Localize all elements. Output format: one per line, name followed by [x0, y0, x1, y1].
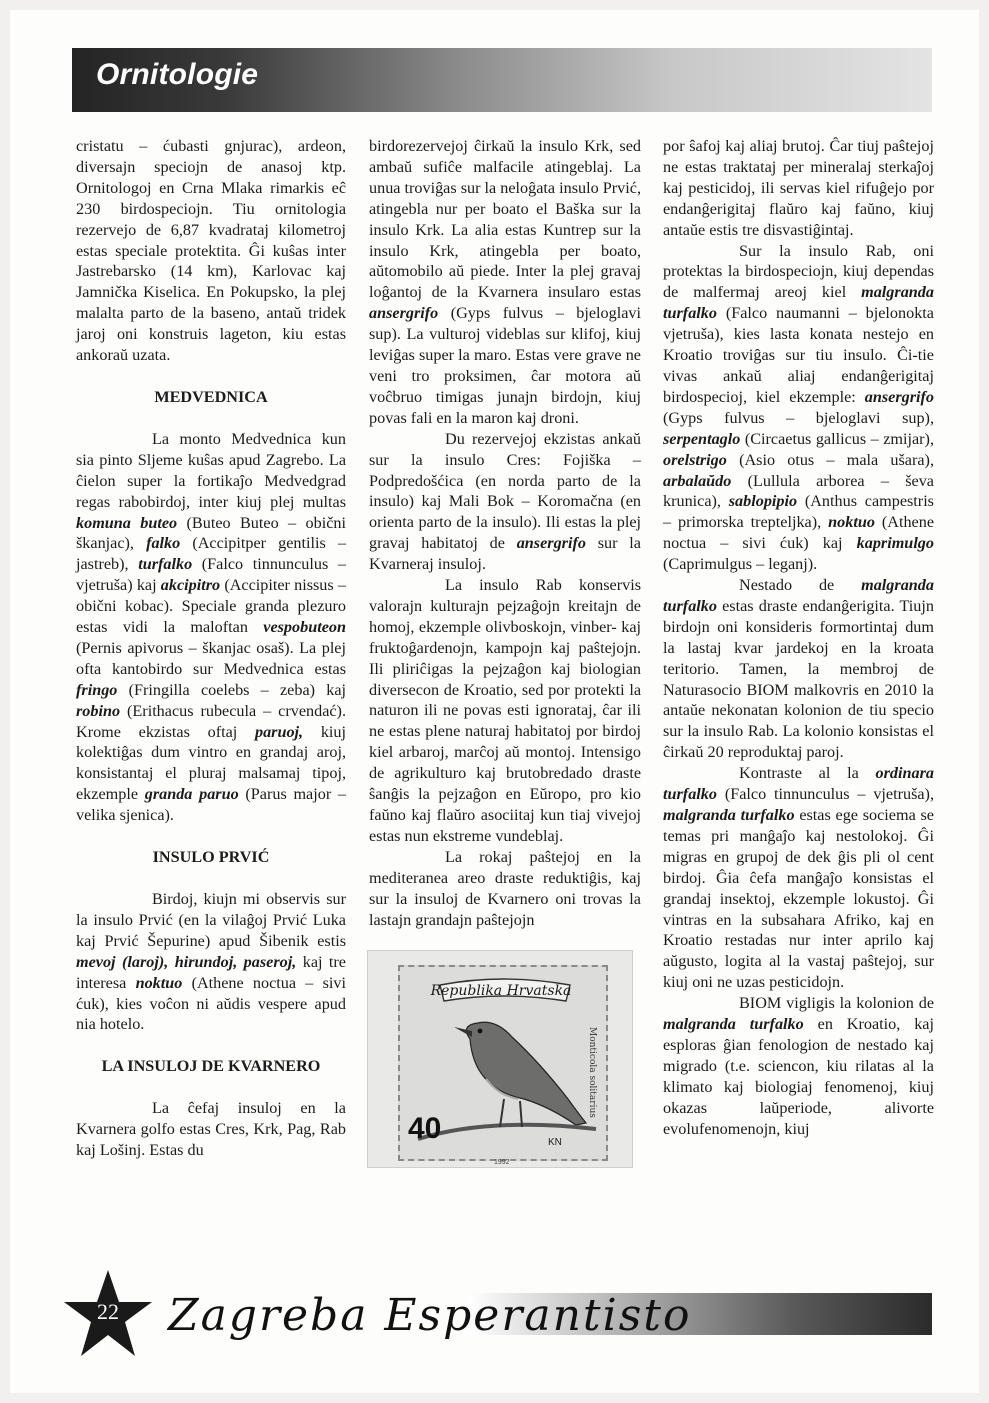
- bird-term: kaprimulgo: [856, 534, 934, 553]
- bird-term: turfalko: [138, 555, 193, 574]
- bird-term: komuna buteo: [76, 513, 178, 532]
- paragraph: birdorezervejoj ĉirkaŭ la insulo Krk, sed ambaŭ sufiĉe malfacile atingeblaj. La unua troviĝas sur la neloĝata insulo Prvić, atingebla nur per boato el Baška sur la insulo Krk. La alia estas Kuntrep sur la insulo Krk, atingebla per boato, aŭtomobilo aŭ piede. Inter la plej gravaj loĝantoj de la Kvarnera insularo estas ansergrifo (Gyps fulvus – bjeloglavi sup). La vulturoj videblas sur klifoj, kiuj leviĝas super la maro. Estas vere grave ne veni tro proksimen, ĉar motora aŭ voĉbruo timigas junajn birdojn, kiuj povas fali en la maron kaj droni.: [369, 137, 641, 427]
- paragraph: La rokaj paŝtejoj en la mediteranea areo draste reduktiĝis, kaj sur la insuloj de Kvarnero oni trovas la lastajn grandajn paŝtejojn: [369, 847, 641, 929]
- bird-term: malgranda turfalko: [663, 283, 934, 323]
- bird-term: malgranda turfalko: [663, 1015, 804, 1034]
- paragraph: Birdoj, kiujn mi observis sur la insulo Prvić (en la vilaĝoj Prvić Luka kaj Prvić Šepurine) apud Šibenik estis mevoj (laroj), hirundoj, paseroj, kaj tre interesa noktuo (Athene noctua – sivi ćuk), kies voĉon ni aŭdis vespere apud nia hotelo.: [76, 890, 346, 1034]
- paragraph: Sur la insulo Rab, oni protektas la birdospeciojn, kiuj dependas de malfermaj areoj kiel malgranda turfalko (Falco naumanni – bjelonokta vjetruša), kies lasta konata nestejo en Kroatio troviĝas sur tiu insulo. Ĉi-tie vivas ankaŭ aliaj endanĝerigitaj birdospecioj, kiel ekzemple: ansergrifo (Gyps fulvus – bjeloglavi sup), serpentaglo (Circaetus gallicus – zmijar), orelstrigo (Asio otus – mala ušara), arbalaŭdo (Lullula arborea – ševa krunica), sablopipio (Anthus campestris – primorska trepteljka), noktuo (Athene noctua – sivi ćuk) kaj kaprimulgo (Caprimulgus – leganj).: [663, 241, 934, 574]
- text-column-1: [76, 136, 346, 1161]
- svg-text:Monticola solitarius: Monticola solitarius: [587, 1027, 597, 1119]
- bird-term: ansergrifo: [516, 534, 586, 553]
- bird-term: ordinara turfalko: [663, 764, 934, 804]
- paragraph: Kontraste al la ordinara turfalko (Falco tinnunculus – vjetruša), malgranda turfalko estas ege sociema se temas pri manĝaĵo kaj nestolokoj. Ĝi migras en grupoj de dek ĝis pli ol cent birdoj. Ĝia ĉefa manĝaĵo konsistas el grandaj insektoj, ekzemple lokustoj. Ĝi vintras en la subsahara Afriko, kaj en Kroatio restadas nur inter aprilo kaj aŭgusto, logita al la vastaj paŝtejoj, sur kiuj oni ne uzas pesticidojn.: [663, 764, 934, 992]
- postage-stamp-image: [367, 950, 633, 1168]
- paragraph: Du rezervejoj ekzistas ankaŭ sur la insulo Cres: Fojiška – Podpredošćica (en norda parto de la insulo) kaj Mali Bok – Koromačna (en orienta parto de la insulo). Ili estas la plej gravaj habitatoj de ansergrifo sur la Kvarneraj insuloj.: [369, 429, 641, 574]
- bird-term: paruoj,: [254, 722, 304, 741]
- bird-term: orelstrigo: [663, 450, 727, 469]
- paragraph: cristatu – ćubasti gnjurac), ardeon, diversajn speciojn de anasoj ktp. Ornitologoj en Crna Mlaka rimarkis eĉ 230 birdospeciojn. Tiu ornitologia rezervejo de 6,87 kvadrataj kilometroj estas speciale protektita. Ĝi kuŝas inter Jastrebarsko (14 km), Karlovac kaj Jamnička Kiselica. En Pokupsko, la plej malalta parto de la baseno, antaŭ tridek jaroj oni konstruis lageton, kiu estas ankoraŭ uzata.: [76, 137, 346, 365]
- paragraph: La ĉefaj insuloj en la Kvarnera golfo estas Cres, Krk, Pag, Rab kaj Lošinj. Estas du: [76, 1099, 346, 1160]
- bird-term: malgranda turfalko: [663, 576, 934, 615]
- paragraph: BIOM vigligis la kolonion de malgranda turfalko en Kroatio, kaj esploras ĝian fenologion de nestado kaj migrado (t.e. sciencon, kiu rilatas al la klimato kaj biologiaj fenomenoj, kiuj okazas laŭperiode, alivorte evolufenomenojn, kiuj: [663, 994, 934, 1138]
- bird-term: akcipitro: [160, 576, 221, 595]
- text-column-3: [663, 136, 934, 1140]
- bird-term: ansergrifo: [369, 304, 439, 323]
- bird-term: vespobuteon: [263, 618, 346, 637]
- bird-term: sablopipio: [728, 492, 798, 511]
- section-title: Ornitologie: [96, 58, 259, 91]
- bird-term: granda paruo: [144, 785, 239, 804]
- bird-term: malgranda turfalko: [663, 806, 795, 824]
- bird-term: robino: [76, 701, 121, 720]
- heading-insulo-prvic: INSULO PRVIĆ: [152, 848, 270, 867]
- text-column-2: [369, 136, 641, 1168]
- bird-term: noktuo: [828, 513, 875, 532]
- bird-term: ansergrifo: [864, 387, 934, 406]
- paragraph: La insulo Rab konservis valorajn kulturajn pejzaĝojn kreitajn de homoj, ekzemple olivboskojn, vinber- kaj fruktoĝardenojn, kampojn kaj paŝtejojn. Ili pliriĉigas la pejzaĝon kaj biologian diversecon de Kroatio, sed por protekti la naturon ili ne povas esti ignorataj, ĉar ili ne estas plene naturaj habitatoj por birdoj kiel arbaroj, marĉoj aŭ montoj. Intensigo de agrikulturo kaj brutobredado draste ŝanĝis la pejzaĝon en Eŭropo, pro kio faŭno kaj flaŭro asociitaj kun tiaj vivejoj estas nun ekstreme vundeblaj.: [369, 576, 641, 845]
- page-number: 22: [97, 1299, 119, 1324]
- stamp-value: 40: [408, 1112, 442, 1146]
- paragraph: La monto Medvednica kun sia pinto Sljeme kuŝas apud Zagrebo. La ĉielon super la fortikaĵo Medvedgrad regas rabobirdoj, inter kiuj plej multas komuna buteo (Buteo Buteo – obični škanjac), falko (Accipitper gentilis – jastreb), turfalko (Falco tinnunculus – vjetruša) kaj akcipitro (Accipiter nissus – obični kobac). Speciale granda plezuro estas vidi la maloftan vespobuteon (Pernis apivorus – škanjac osaš). La plej ofta kantobirdo sur Medvednica estas fringo (Fringilla coelebs – zeba) kaj robino (Erithacus rubecula – crvendać). Krome ekzistas oftaj paruoj, kiuj kolektiĝas dum vintro en grandaj aroj, konsistantaj el pluraj malsamaj tipoj, ekzemple granda paruo (Parus major – velika sjenica).: [76, 429, 347, 825]
- stamp-country: Republika Hrvatska: [430, 983, 572, 1000]
- bird-term: falko: [146, 534, 181, 553]
- paragraph: por ŝafoj kaj aliaj brutoj. Ĉar tiuj paŝtejoj ne estas traktataj per mineralaj sterkaĵoj kaj pesticidoj, ili servas kiel rifuĝejo por endanĝerigitaj flaŭro kaj faŭno, kiuj antaŭe estis tre disvastiĝintaj.: [663, 137, 934, 239]
- bird-term: fringo: [76, 680, 118, 699]
- bird-term: noktuo: [135, 973, 183, 992]
- heading-medvednica: MEDVEDNICA: [154, 387, 268, 406]
- bird-term: mevoj (laroj), hirundoj, paseroj,: [76, 952, 297, 971]
- magazine-title: Zagreba Esperantisto: [168, 1290, 692, 1341]
- heading-kvarnero: LA INSULOJ DE KVARNERO: [101, 1057, 321, 1076]
- stamp-currency: KN: [548, 1137, 562, 1149]
- bird-term: arbalaŭdo: [663, 471, 732, 490]
- bird-term: serpentaglo: [663, 429, 741, 448]
- stamp-year: 1992: [494, 1159, 510, 1167]
- paragraph: Nestado de malgranda turfalko estas draste endanĝerigita. Tiujn birdojn oni konsideris formortintaj dum la lastaj kvar jardekoj en la kroata teritorio. Tamen, la membroj de Naturasocio BIOM malkovris en 2010 la antaŭe nekonatan kolonion de tiu specio sur la insulo Rab. La kolonio konsistas el ĉirkaŭ 20 reproduktaj paroj.: [663, 576, 934, 762]
